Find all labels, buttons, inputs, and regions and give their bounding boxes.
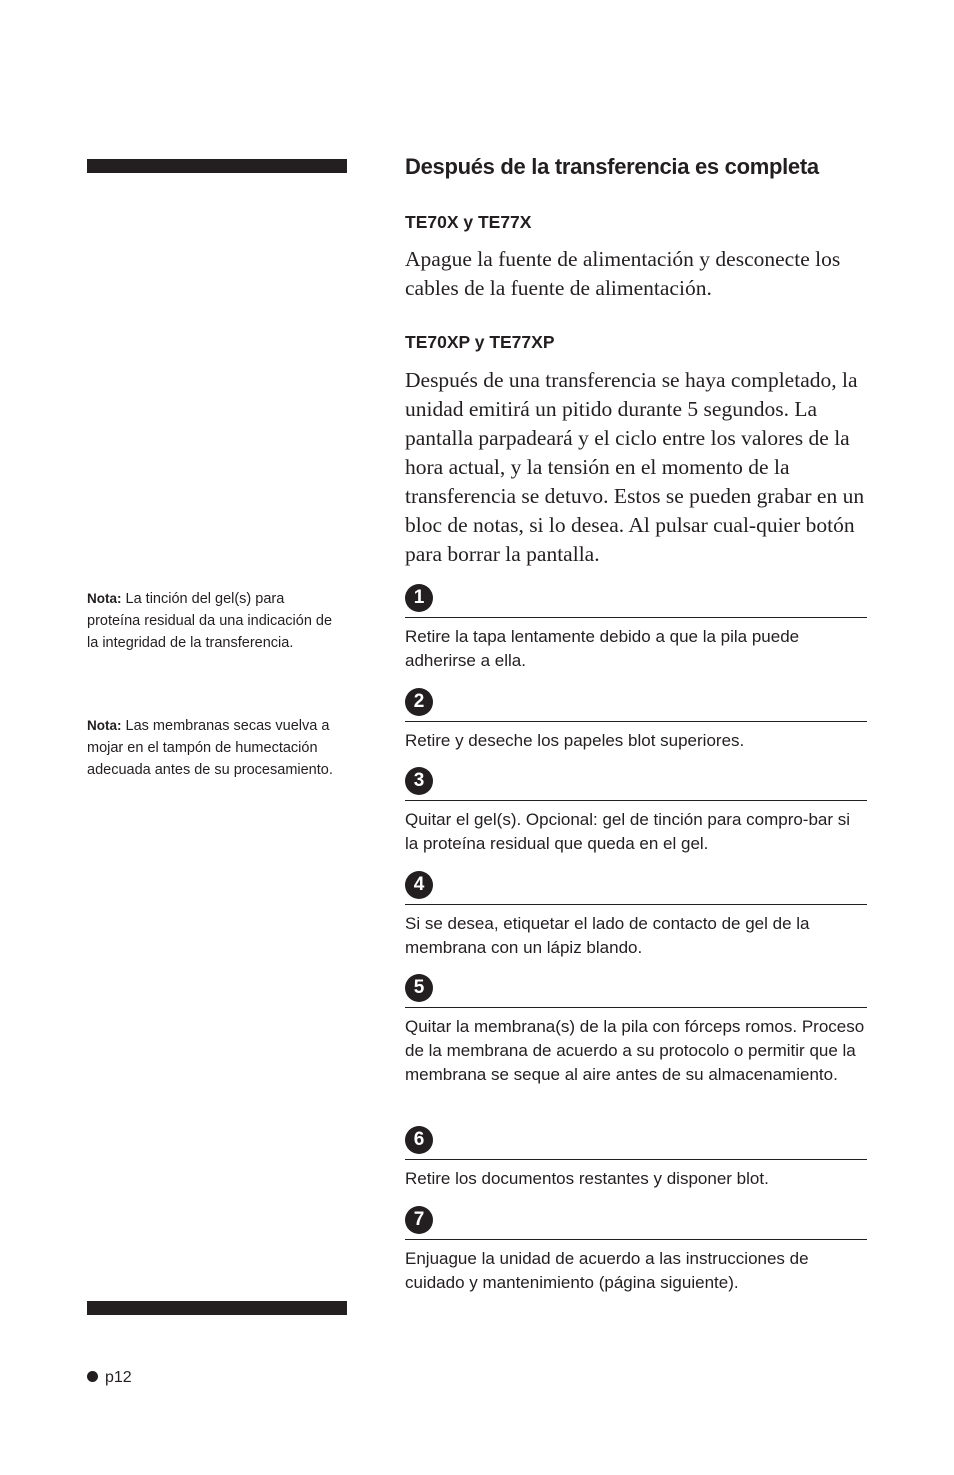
step-number-badge: 4 (405, 871, 433, 899)
bottom-left-rule-bar (87, 1301, 347, 1315)
step-number-badge: 6 (405, 1126, 433, 1154)
step-divider (405, 1007, 867, 1008)
step-text: Retire los documentos restantes y disponer blot. (405, 1169, 769, 1188)
page-number: p12 (105, 1369, 132, 1386)
section-a-body: Apague la fuente de alimentación y desconecte los cables de la fuente de alimentación. (405, 247, 841, 300)
note-text: Las membranas secas vuelva a mojar en el tampón de humectación adecuada antes de su procesamiento. (87, 718, 333, 778)
step-text: Si se desea, etiquetar el lado de contacto de gel de la membrana con un lápiz blando. (405, 914, 810, 957)
step-divider (405, 1159, 867, 1160)
step-number-badge: 2 (405, 688, 433, 716)
step-number-badge: 7 (405, 1206, 433, 1234)
page-footer (87, 1367, 132, 1389)
section-b-title: TE70XP y TE77XP (405, 332, 555, 352)
section-a-title: TE70X y TE77X (405, 212, 532, 232)
step-text: Retire la tapa lentamente debido a que la pila puede adherirse a ella. (405, 627, 800, 670)
step-number-badge: 1 (405, 584, 433, 612)
note-text: La tinción del gel(s) para proteína residual da una indicación de la integridad de la transferencia. (87, 591, 333, 651)
top-left-rule-bar (87, 159, 347, 173)
note-label: Nota: (87, 718, 122, 733)
side-note-1 (87, 588, 337, 654)
page-title: Después de la transferencia es completa (405, 154, 819, 179)
step-text: Quitar el gel(s). Opcional: gel de tinción para compro-bar si la proteína residual que queda en el gel. (405, 810, 851, 853)
step-divider (405, 904, 867, 905)
step-text: Quitar la membrana(s) de la pila con fórceps romos. Proceso de la membrana de acuerdo a su protocolo o permitir que la membrana se seque al aire antes de su almacenamiento. (405, 1017, 865, 1084)
step-number-badge: 3 (405, 767, 433, 795)
side-note-2 (87, 715, 337, 781)
section-b-body: Después de una transferencia se haya completado, la unidad emitirá un pitido durante 5 segundos. La pantalla parpadeará y el ciclo entre los valores de la hora actual, y la tensión en el momento de la transferencia se detuvo. Estos se pueden grabar en un bloc de notas, si lo desea. Al pulsar cual-quier botón para borrar la pantalla. (405, 368, 865, 566)
step-divider (405, 800, 867, 801)
step-divider (405, 617, 867, 618)
note-label: Nota: (87, 591, 122, 606)
bullet-dot-icon (87, 1371, 98, 1382)
step-number-badge: 5 (405, 974, 433, 1002)
step-text: Enjuague la unidad de acuerdo a las instrucciones de cuidado y mantenimiento (página siguiente). (405, 1249, 809, 1292)
step-divider (405, 1239, 867, 1240)
step-divider (405, 721, 867, 722)
step-text: Retire y deseche los papeles blot superiores. (405, 731, 745, 750)
